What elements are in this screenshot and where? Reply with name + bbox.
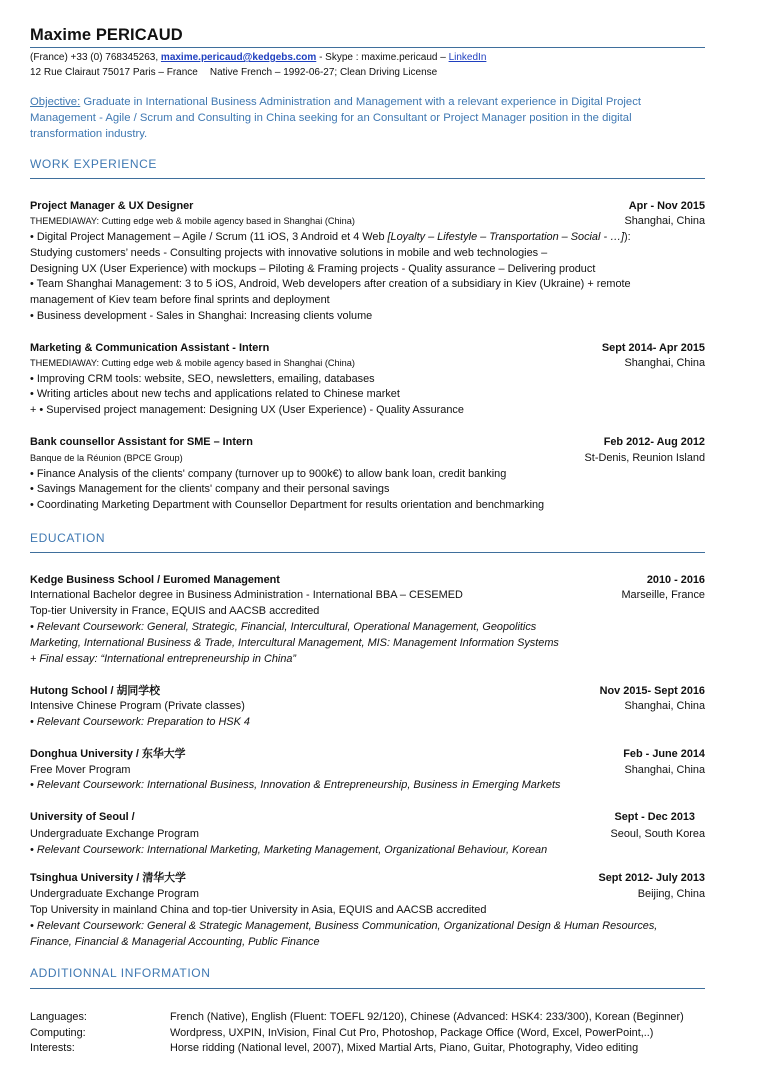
school-date: Nov 2015- Sept 2016 (599, 685, 705, 697)
job-detail: • Coordinating Marketing Department with Counsellor Department for results orientation and benchmarking (30, 499, 545, 511)
job-detail: Studying customers’ needs - Consulting projects with innovative solutions in mobile and web technologies – (30, 247, 548, 259)
job-detail: Designing UX (User Experience) with mockups – Piloting & Framing projects - Quality assurance – Delivering product (30, 263, 596, 275)
job-company-line (30, 356, 705, 372)
job-date: Sept 2014- Apr 2015 (601, 342, 705, 354)
school-title: University of Seoul / Sept - Dec 2013 (30, 810, 705, 826)
job-detail: • Finance Analysis of the clients' company (turnover up to 900k€) to allow bank loan, credit banking (30, 468, 507, 480)
school-detail: • Relevant Coursework: General, Strategic, Financial, Intercultural, Operational Management, Geopolitics (30, 621, 537, 633)
objective-line: Management - Agile / Scrum and Consulting in China seeking for an Consultant or Project Manager position in the digital (30, 112, 632, 124)
school-title: Donghua University / 东华大学 Feb - June 2014 (30, 747, 705, 763)
objective-label: Objective: (30, 96, 81, 108)
school-title: Hutong School / 胡同学校 Nov 2015- Sept 2016 (30, 684, 705, 700)
school-location: Seoul, South Korea (610, 828, 705, 840)
job-title: Project Manager & UX Designer Apr - Nov 2015 (30, 199, 705, 215)
school-program-line: International Bachelor degree in Business Administration - International BBA – CESEMED Marseille, France (30, 588, 705, 604)
school-detail: Marketing, International Business & Trade, Intercultural Management, MIS: Management Information Systems (30, 637, 559, 649)
school-location: Shanghai, China (624, 764, 705, 776)
school-detail: • Relevant Coursework: International Business, Innovation & Entrepreneurship, Business in Emerging Markets (30, 779, 561, 791)
job-company: THEMEDIAWAY: Cutting edge web & mobile agency based in Shanghai (China) (30, 358, 355, 368)
job-title: Bank counsellor Assistant for SME – Intern Feb 2012- Aug 2012 (30, 435, 705, 451)
job-location: Shanghai, China (624, 357, 705, 369)
job-detail: • Digital Project Management – Agile / Scrum (11 iOS, 3 Android et 4 Web [Loyalty – Lifestyle – Transportation – Social - …]): (30, 231, 631, 243)
candidate-name: Maxime PERICAUD (30, 26, 183, 44)
skype-text: - Skype : maxime.pericaud – (316, 52, 449, 63)
info-label: Computing: (30, 1027, 86, 1039)
job-company-line (30, 214, 705, 230)
job-location: St-Denis, Reunion Island (584, 452, 705, 464)
contact-line-1 (30, 52, 486, 63)
school-detail: Top-tier University in France, EQUIS and AACSB accredited (30, 605, 320, 617)
school-date: 2010 - 2016 (646, 574, 705, 586)
school-title: Kedge Business School / Euromed Management 2010 - 2016 (30, 573, 705, 589)
job-company: THEMEDIAWAY: Cutting edge web & mobile agency based in Shanghai (China) (30, 216, 355, 226)
section-divider (30, 178, 705, 179)
school-location: Shanghai, China (624, 700, 705, 712)
school-title: Tsinghua University / 清华大学 Sept 2012- July 2013 (30, 871, 705, 887)
school-detail: + Final essay: “International entrepreneurship in China” (30, 653, 297, 665)
job-detail: + • Supervised project management: Designing UX (User Experience) - Quality Assurance (30, 404, 464, 416)
email-link[interactable]: maxime.pericaud@kedgebs.com (160, 52, 317, 63)
school-detail: Finance, Financial & Managerial Accounting, Public Finance (30, 936, 320, 948)
section-title-work: WORK EXPERIENCE (30, 157, 158, 171)
section-divider (30, 552, 705, 553)
phone-text: (France) +33 (0) 768345263, (30, 52, 161, 63)
school-program-line: Undergraduate Exchange Program Beijing, China (30, 887, 705, 903)
school-location: Marseille, France (621, 589, 705, 601)
linkedin-link[interactable]: LinkedIn (448, 52, 487, 63)
job-date: Feb 2012- Aug 2012 (603, 436, 705, 448)
job-detail: • Writing articles about new techs and applications related to Chinese market (30, 388, 400, 400)
job-date: Apr - Nov 2015 (628, 200, 705, 212)
objective-line: Graduate in International Business Administration and Management with a relevant experience in Digital Project (80, 96, 641, 108)
job-detail: • Team Shanghai Management: 3 to 5 iOS, Android, Web developers after creation of a subsidiary in Kiev (Ukraine) + remote (30, 278, 631, 290)
objective-line: transformation industry. (30, 128, 148, 140)
info-value: Horse ridding (National level, 2007), Mixed Martial Arts, Piano, Guitar, Photography, Video editing (170, 1042, 639, 1054)
school-detail: • Relevant Coursework: Preparation to HSK 4 (30, 716, 250, 728)
objective (30, 94, 705, 142)
info-value: Wordpress, UXPIN, InVision, Final Cut Pro, Photoshop, Package Office (Word, Excel, PowerPoint,..) (170, 1027, 654, 1039)
job-company: Banque de la Réunion (BPCE Group) (30, 453, 183, 463)
info-label: Languages: (30, 1011, 87, 1023)
info-value: French (Native), English (Fluent: TOEFL 92/120), Chinese (Advanced: HSK4: 233/300), Korean (Beginner) (170, 1011, 684, 1023)
address-text: 12 Rue Clairaut 75017 Paris – France (30, 67, 198, 78)
job-location: Shanghai, China (624, 215, 705, 227)
section-divider (30, 988, 705, 989)
contact-line-2 (30, 67, 437, 78)
school-detail: Top University in mainland China and top-tier University in Asia, EQUIS and AACSB accredited (30, 904, 487, 916)
school-date: Sept 2012- July 2013 (598, 872, 705, 884)
school-date: Feb - June 2014 (623, 748, 705, 760)
school-detail: • Relevant Coursework: General & Strategic Management, Business Communication, Organizational Design & Human Resources, (30, 920, 658, 932)
job-detail: management of Kiev team before final sprints and deployment (30, 294, 330, 306)
section-title-additional: ADDITIONNAL INFORMATION (30, 966, 211, 980)
job-detail: • Savings Management for the clients' company and their personal savings (30, 483, 390, 495)
info-label: Interests: (30, 1042, 75, 1054)
school-program-line: Free Mover Program Shanghai, China (30, 763, 705, 779)
personal-info-text: Native French – 1992-06-27; Clean Driving License (209, 67, 438, 78)
job-detail: • Business development - Sales in Shanghai: Increasing clients volume (30, 310, 373, 322)
school-program-line: Intensive Chinese Program (Private classes) Shanghai, China (30, 699, 705, 715)
header-divider (30, 47, 705, 48)
job-detail: • Improving CRM tools: website, SEO, newsletters, emailing, databases (30, 373, 375, 385)
job-title: Marketing & Communication Assistant - Intern Sept 2014- Apr 2015 (30, 341, 705, 357)
section-title-education: EDUCATION (30, 531, 106, 545)
school-program-line: Undergraduate Exchange Program Seoul, South Korea (30, 827, 705, 843)
job-company-line (30, 451, 705, 467)
school-detail: • Relevant Coursework: International Marketing, Marketing Management, Organizational Behaviour, Korean (30, 844, 548, 856)
school-date: Sept - Dec 2013 (614, 811, 695, 823)
school-location: Beijing, China (637, 888, 705, 900)
